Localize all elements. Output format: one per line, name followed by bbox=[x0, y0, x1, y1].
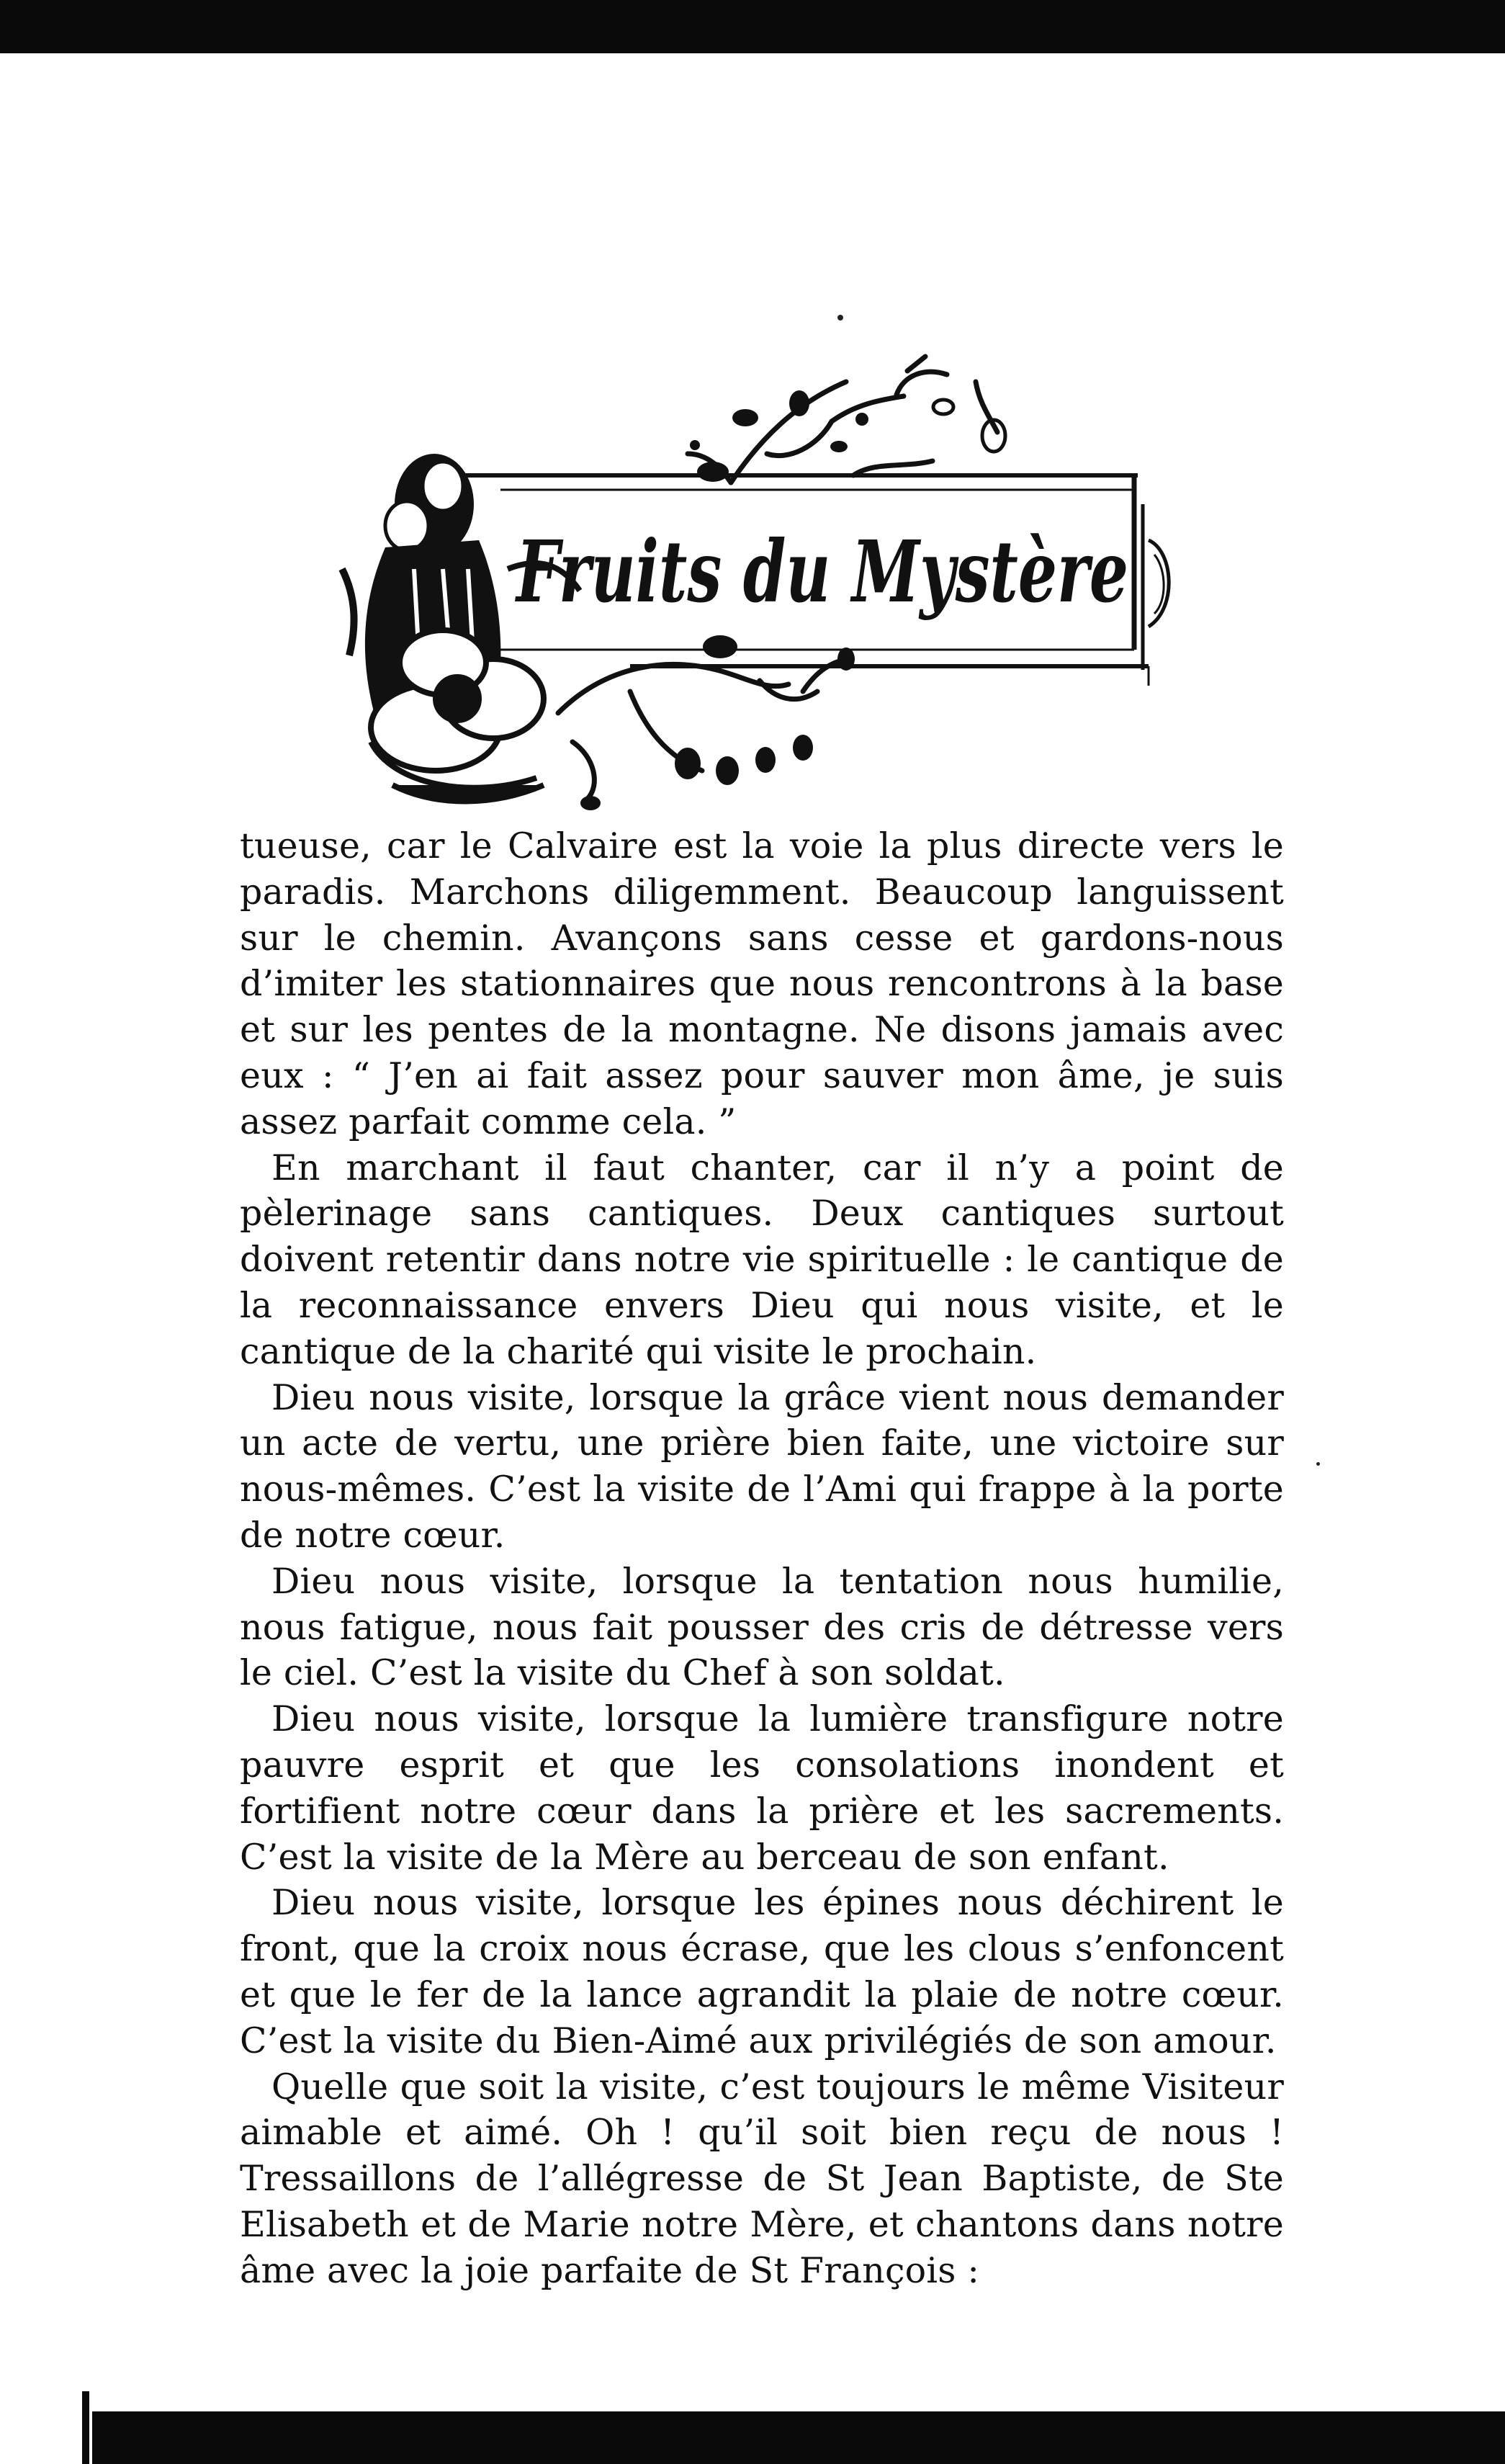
body-text bbox=[240, 823, 1284, 2294]
paragraph: tueuse, car le Calvaire est la voie la plus directe vers le paradis. Marchons diligemment. Beaucoup languissent sur le chemin. Avançons sans cesse et gardons-nous d’imiter les stationnaires que nous rencontrons à la base et sur les pentes de la montagne. Ne disons jamais avec eux : “ J’en ai fait assez pour sauver mon âme, je suis assez parfait comme cela. ” bbox=[240, 825, 1284, 1142]
branch-ornament-bottom bbox=[558, 659, 846, 799]
paragraph: En marchant il faut chanter, car il n’y a point de pèlerinage sans cantiques. Deux cantiques surtout doivent retentir dans notre vie spirituelle : le cantique de la reconnaissance envers Dieu qui nous visite, et le cantique de la charité qui visite le prochain. bbox=[240, 1147, 1284, 1372]
paragraph: Dieu nous visite, lorsque la lumière transfigure notre pauvre esprit et que les consolations inondent et fortifient notre cœur dans la prière et les sacrements. C’est la visite de la Mère au berceau de son enfant. bbox=[240, 1698, 1284, 1878]
speck bbox=[1316, 1462, 1320, 1466]
speck bbox=[837, 315, 843, 321]
page-title: Fruits du Mystère bbox=[514, 521, 1128, 622]
paragraph: Dieu nous visite, lorsque la tentation nous humilie, nous fatigue, nous fait pousser des cris de détresse vers le ciel. C’est la visite du Chef à son soldat. bbox=[240, 1560, 1284, 1694]
bottom-scan-border bbox=[92, 2411, 1505, 2464]
top-scan-border bbox=[0, 0, 1505, 53]
title-vignette bbox=[328, 353, 1206, 814]
paragraph: Dieu nous visite, lorsque la grâce vient nous demander un acte de vertu, une prière bien faite, une victoire sur nous-mêmes. C’est la visite de l’Ami qui frappe à la porte de notre cœur. bbox=[240, 1376, 1284, 1556]
vignette-illustration bbox=[328, 353, 1206, 814]
blossom-cluster bbox=[690, 390, 1005, 482]
berries bbox=[580, 635, 855, 810]
paragraph: Quelle que soit la visite, c’est toujours le même Visiteur aimable et aimé. Oh ! qu’il soit bien reçu de nous ! Tressaillons de l’allégresse de St Jean Baptiste, de Ste Elisabeth et de Marie notre Mère, et chantons dans notre âme avec la joie parfaite de St François : bbox=[240, 2066, 1284, 2291]
paragraph: Dieu nous visite, lorsque les épines nous déchirent le front, que la croix nous écrase, que les clous s’enfoncent et que le fer de la lance agrandit la plaie de notre cœur. C’est la visite du Bien-Aimé aux privilégiés de son amour. bbox=[240, 1882, 1284, 2061]
